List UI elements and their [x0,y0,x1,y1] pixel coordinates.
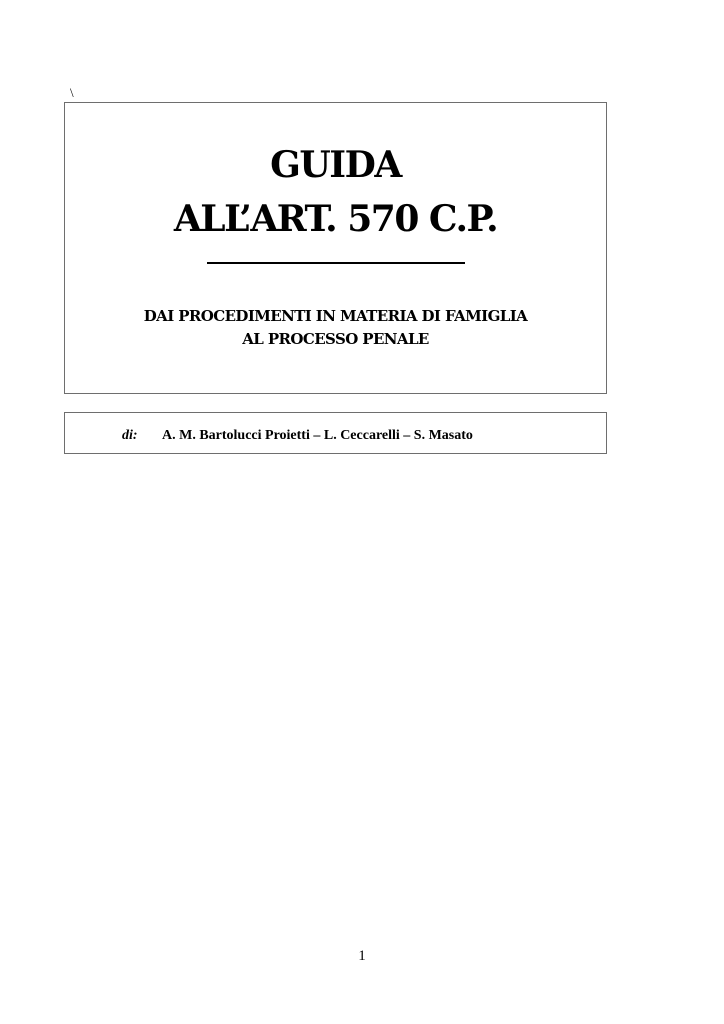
title-box [64,102,607,394]
authors-prefix: di: [122,428,138,443]
title-line-guida: GUIDA [270,144,401,186]
title-underline-rule [207,262,465,264]
subtitle-line-1: DAI PROCEDIMENTI IN MATERIA DI FAMIGLIA [143,307,528,325]
stray-backslash-mark: \ [70,85,74,100]
authors-box [64,412,607,454]
title-line-article: ALL’ART. 570 C.P. [173,198,498,240]
authors-names: A. M. Bartolucci Proietti – L. Ceccarelli – S. Masato [162,428,473,443]
page-number: 1 [358,948,366,964]
subtitle-line-2: AL PROCESSO PENALE [242,330,429,348]
